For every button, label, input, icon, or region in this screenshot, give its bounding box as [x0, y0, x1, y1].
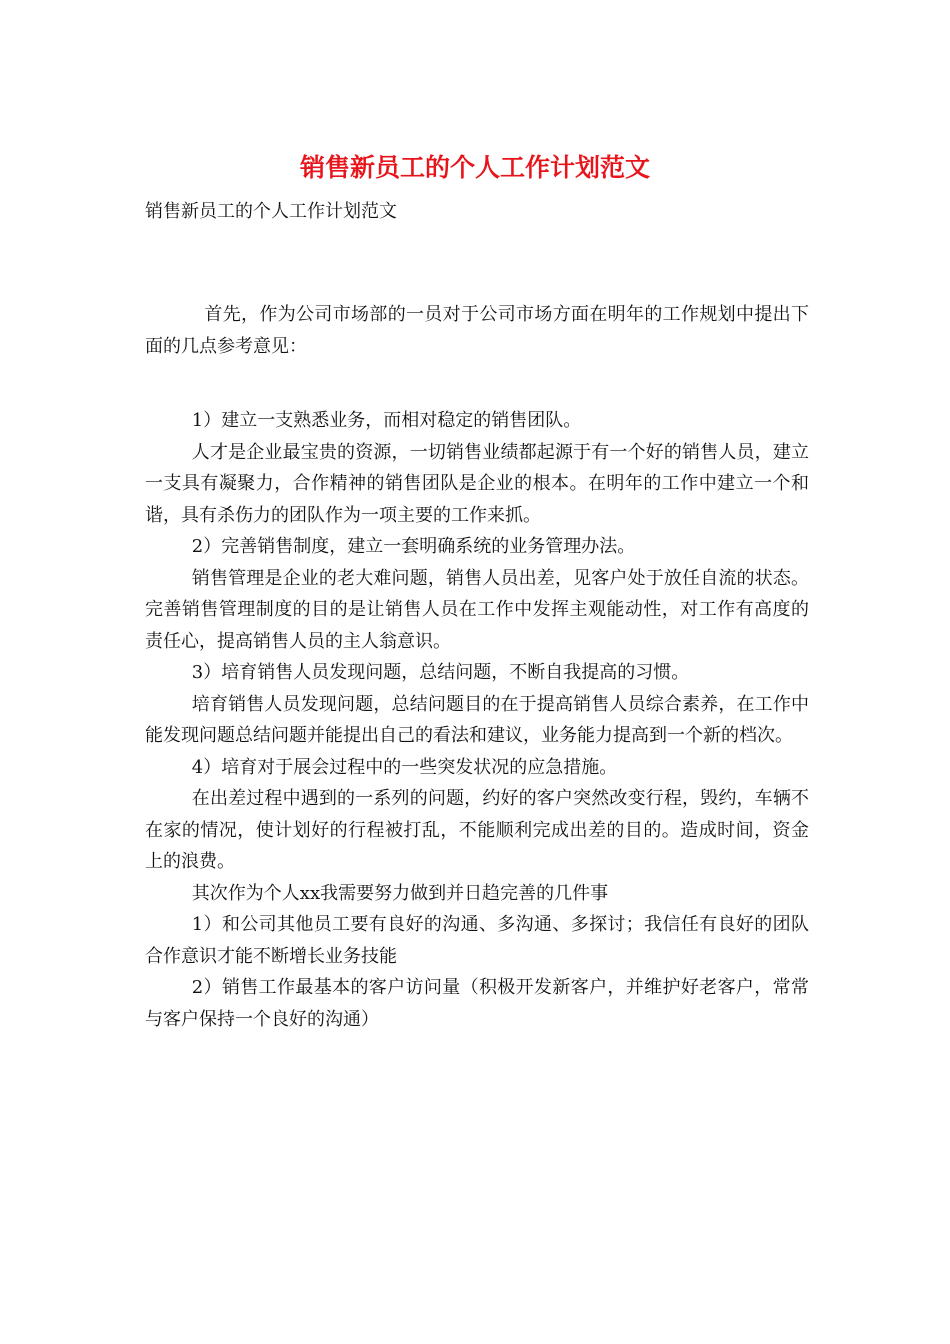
paragraph-2: 人才是企业最宝贵的资源，一切销售业绩都起源于有一个好的销售人员，建立一支具有凝聚力，合作精神的销售团队是企业的根本。在明年的工作中建立一个和谐，具有杀伤力的团队作为一项主要的工作来抓。: [145, 441, 809, 526]
document-title: 销售新员工的个人工作计划范文: [299, 153, 650, 182]
intro-paragraph: 首先，作为公司市场部的一员对于公司市场方面在明年的工作规划中提出下面的几点参考意见：: [145, 304, 809, 357]
paragraph-4: 销售管理是企业的老大难问题，销售人员出差，见客户处于放任自流的状态。完善销售管理制度的目的是让销售人员在工作中发挥主观能动性，对工作有高度的责任心，提高销售人员的主人翁意识。: [145, 567, 809, 652]
paragraph-gap: [145, 362, 809, 405]
document-subtitle: 销售新员工的个人工作计划范文: [145, 201, 397, 222]
paragraph-9: 其次作为个人xx我需要努力做到并日趋完善的几件事: [191, 882, 609, 904]
paragraph-8: 在出差过程中遇到的一系列的问题，约好的客户突然改变行程，毁约，车辆不在家的情况，使计划好的行程被打乱，不能顺利完成出差的目的。造成时间，资金上的浪费。: [145, 788, 809, 872]
paragraph-5: 3）培育销售人员发现问题，总结问题，不断自我提高的习惯。: [191, 662, 690, 683]
paragraph-6: 培育销售人员发现问题，总结问题目的在于提高销售人员综合素养，在工作中能发现问题总结问题并能提出自己的看法和建议，业务能力提高到一个新的档次。: [145, 693, 809, 746]
paragraph-1: 1）建立一支熟悉业务，而相对稳定的销售团队。: [191, 410, 582, 431]
document-body: [145, 299, 809, 1035]
paragraph-10: 1）和公司其他员工要有良好的沟通、多沟通、多探讨；我信任有良好的团队合作意识才能不断增长业务技能: [145, 914, 809, 967]
paragraph-7: 4）培育对于展会过程中的一些突发状况的应急措施。: [191, 756, 618, 778]
paragraph-11: 2）销售工作最基本的客户访问量（积极开发新客户，并维护好老客户，常常与客户保持一个良好的沟通）: [145, 977, 809, 1030]
paragraph-3: 2）完善销售制度，建立一套明确系统的业务管理办法。: [191, 536, 636, 557]
